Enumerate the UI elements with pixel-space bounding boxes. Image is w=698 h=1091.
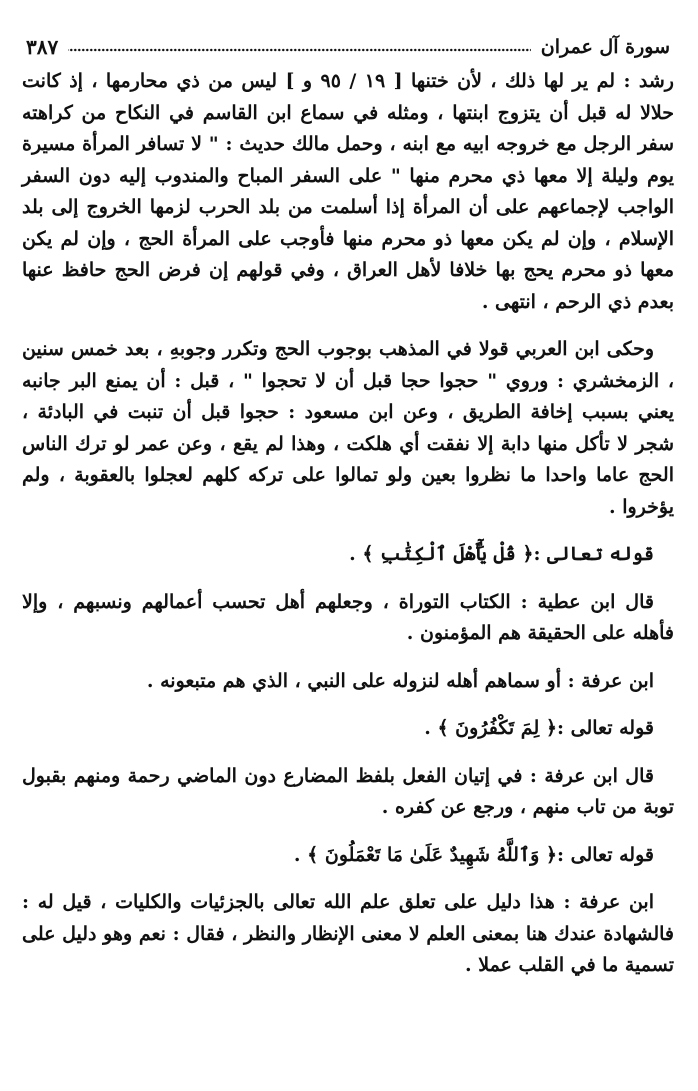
quran-verse: ﴿ وَٱللَّهُ شَهِيدٌ عَلَىٰ مَا تَعْمَلُونَ ﴾ — [307, 843, 557, 866]
paragraph-ibn-atiyya: قال ابن عطية : الكتاب التوراة ، وجعلهم أهل تحسب أعمالهم ونسبهم ، وإلا فأهله على الحقيقة هم المؤمنون . — [22, 590, 674, 644]
paragraph-gap — [22, 697, 674, 713]
paragraph-ibn-arafa-3: ابن عرفة : هذا دليل على تعلق علم الله تعالى بالجزئيات والكليات ، قيل له : فالشهادة عندك هنا بمعنى العلم لا معنى الإنظار والنظر ، فقال : نعم وهو دليل على تسمية ما في القلب عملا . — [22, 891, 675, 976]
page-body — [22, 66, 674, 982]
verse-intro: قوله تعالى : — [557, 843, 654, 866]
paragraph-gap — [22, 871, 674, 887]
verse-line-wallahu-shahid — [22, 840, 674, 872]
paragraph-ibn-arafa-2: قال ابن عرفة : في إتيان الفعل بلفظ المضارع دون الماضي رحمة ومنهم بقبول توبة من تاب منهم ، ورجع عن كفره . — [22, 764, 674, 818]
paragraph-gap — [22, 824, 674, 840]
paragraph-ibn-arafa-1: ابن عرفة : أو سماهم أهله لنزوله على النبي ، الذي هم متبعونه . — [146, 669, 654, 692]
page-number: ٣٨٧ — [26, 35, 59, 59]
paragraph-gap — [22, 318, 674, 334]
page-header — [26, 30, 670, 64]
verse-line-lima-takfurun — [22, 713, 674, 745]
verse-intro: قوله تعالى : — [533, 543, 654, 565]
header-dotted-rule — [68, 48, 531, 52]
paragraph-gap — [22, 650, 674, 666]
surah-title: سورة آل عمران — [540, 36, 670, 58]
quran-verse: ﴿ قُلْ يَٰٓأَهْلَ ٱلْكِتَٰبِ ﴾ — [362, 543, 534, 565]
paragraph-ibn-rushd-quote: رشد : لم ير لها ذلك ، لأن ختنها [ ١٩ / ٩٥ و ] ليس من ذي محارمها ، إذ كانت حلالا له قبل أن يتزوج ابنتها ، ومثله في سماع ابن القاسم في النكاح من كراهته سفر الرجل مع خروجه ابيه مع ابنه ، وحمل مالك حديث : " لا تسافر المرأة مسيرة يوم وليلة إلا معها ذي محرم منها " على السفر المباح والمندوب إليه دون السفر الواجب لإجماعهم على أن المرأة إذا أسلمت من بلد الحرب لزمها الخروج إلى بلد الإسلام ، وإن لم يكن معها ذو محرم منها فأوجب على المرأة الحج ، وإن لم يكن معها ذو محرم يحج بها خلافا لأهل العراق ، وفي قولهم إن فرض الحج حافظ عنها بعدم ذي الرحم ، انتهى . — [22, 70, 674, 313]
paragraph-ibn-arabi: وحكى ابن العربي قولا في المذهب بوجوب الحج وتكرر وجوبهِ ، بعد خمس سنين ، الزمخشري : وروي " حجوا حجا قبل أن لا تحجوا " ، قبل : أن يمنع البر جانبه يعني بسبب إخافة الطريق ، وعن ابن مسعود : حجوا قبل أن تنبت في البادئة ، شجر لا تأكل منها دابة إلا نفقت أي هلكت ، وهذا لم يقع ، وعن عمر لو ترك الناس الحج عاما واحدا ما نظروا بعين ولو تمالوا على تركه كلهم لعجلوا بالعقوبة ، ولم يؤخروا . — [22, 338, 674, 518]
quran-verse: ﴿ لِمَ تَكْفُرُونَ ﴾ — [437, 717, 557, 739]
paragraph-gap — [22, 745, 674, 761]
verse-end: . — [293, 843, 308, 866]
verse-line-ya-ahl-al-kitab — [22, 539, 674, 571]
paragraph-gap — [22, 571, 674, 587]
verse-end: . — [349, 543, 363, 565]
verse-intro: قوله تعالى : — [557, 717, 654, 739]
paragraph-gap — [22, 523, 674, 539]
verse-end: . — [424, 717, 438, 739]
